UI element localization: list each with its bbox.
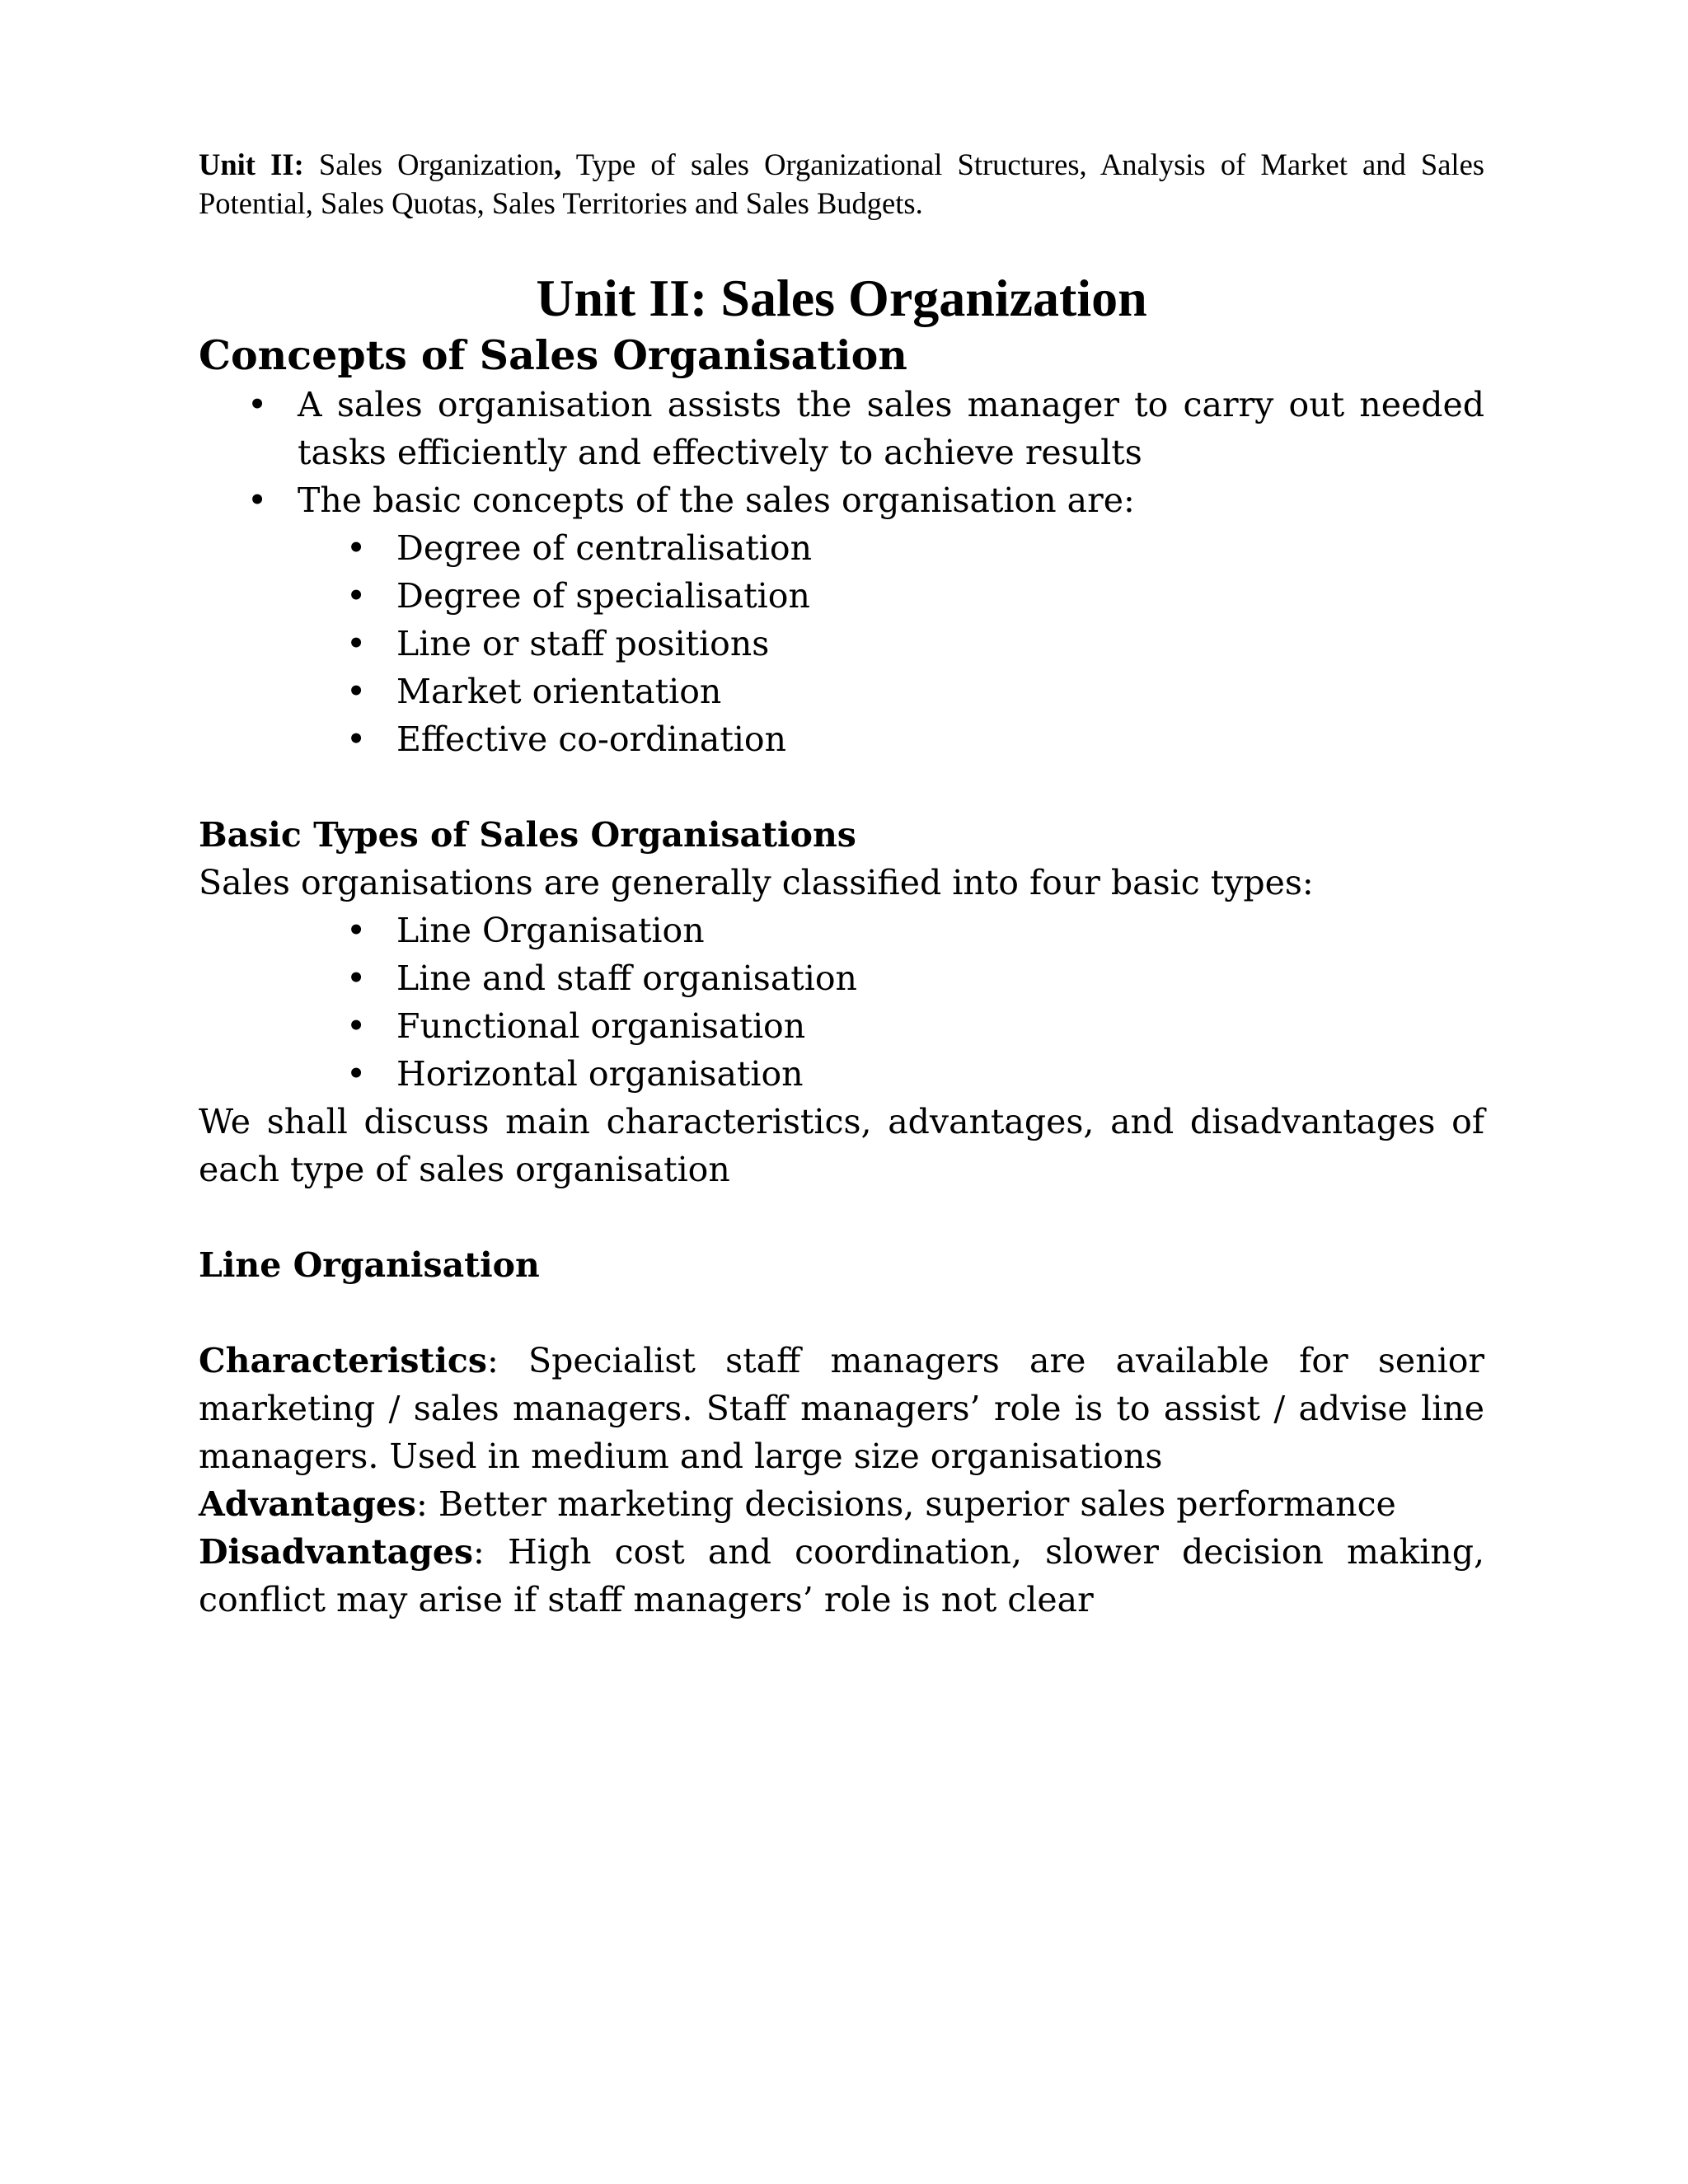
basic-types-list [199, 907, 1484, 1098]
list-item: • Horizontal organisation [199, 1050, 1484, 1098]
list-item: • Effective co-ordination [199, 715, 1484, 763]
concepts-sub-list [199, 524, 1484, 763]
syllabus-line [199, 145, 1484, 223]
syllabus-label: Unit II: [199, 148, 304, 181]
characteristics-label: Characteristics [199, 1341, 487, 1380]
list-item: • Degree of centralisation [199, 524, 1484, 572]
spacer [199, 1289, 1484, 1337]
list-item: • Functional organisation [199, 1002, 1484, 1050]
list-item: • Market orientation [199, 668, 1484, 715]
list-item: • Degree of specialisation [199, 572, 1484, 620]
basic-types-intro: Sales organisations are generally classified into four basic types: [199, 863, 1314, 902]
concepts-bullet-list [199, 381, 1484, 524]
syllabus-text-a: Sales Organization [303, 148, 555, 181]
characteristics-text: : Specialist staff managers are available for senior marketing / sales managers. Staff managers’ role is to assist / advise line managers. Used in medium and large size organisations [199, 1341, 1484, 1476]
list-item: • The basic concepts of the sales organisation are: [199, 476, 1484, 524]
disadvantages-text: : High cost and coordination, slower decision making, conflict may arise if staff managers’ role is not clear [199, 1532, 1484, 1619]
list-item: • A sales organisation assists the sales manager to carry out needed tasks efficiently and effectively to achieve results [199, 381, 1484, 476]
unit-title: Unit II: Sales Organization [536, 269, 1147, 327]
list-item: • Line Organisation [199, 907, 1484, 954]
disadvantages-label: Disadvantages [199, 1532, 473, 1572]
characteristics-paragraph [199, 1337, 1484, 1480]
advantages-paragraph [199, 1480, 1484, 1528]
line-org-block [199, 1241, 1484, 1624]
advantages-label: Advantages [199, 1484, 417, 1524]
basic-types-heading: Basic Types of Sales Organisations [199, 815, 856, 855]
basic-types-outro: We shall discuss main characteristics, advantages, and disadvantages of each type of sales organisation [199, 1102, 1484, 1189]
basic-types-block [199, 811, 1484, 1193]
advantages-text: : Better marketing decisions, superior sales performance [416, 1484, 1396, 1524]
list-item: • Line and staff organisation [199, 954, 1484, 1002]
concepts-list-block [199, 381, 1484, 763]
syllabus-comma: , [554, 148, 562, 181]
line-org-heading: Line Organisation [199, 1245, 540, 1285]
disadvantages-paragraph [199, 1528, 1484, 1624]
concepts-heading: Concepts of Sales Organisation [199, 331, 907, 379]
list-item: • Line or staff positions [199, 620, 1484, 668]
syllabus-text-b: Type of sales Organizational Structures, Analysis of Market and Sales Potential, Sales Quotas, Sales Territories and Sales Budgets. [199, 148, 1484, 220]
